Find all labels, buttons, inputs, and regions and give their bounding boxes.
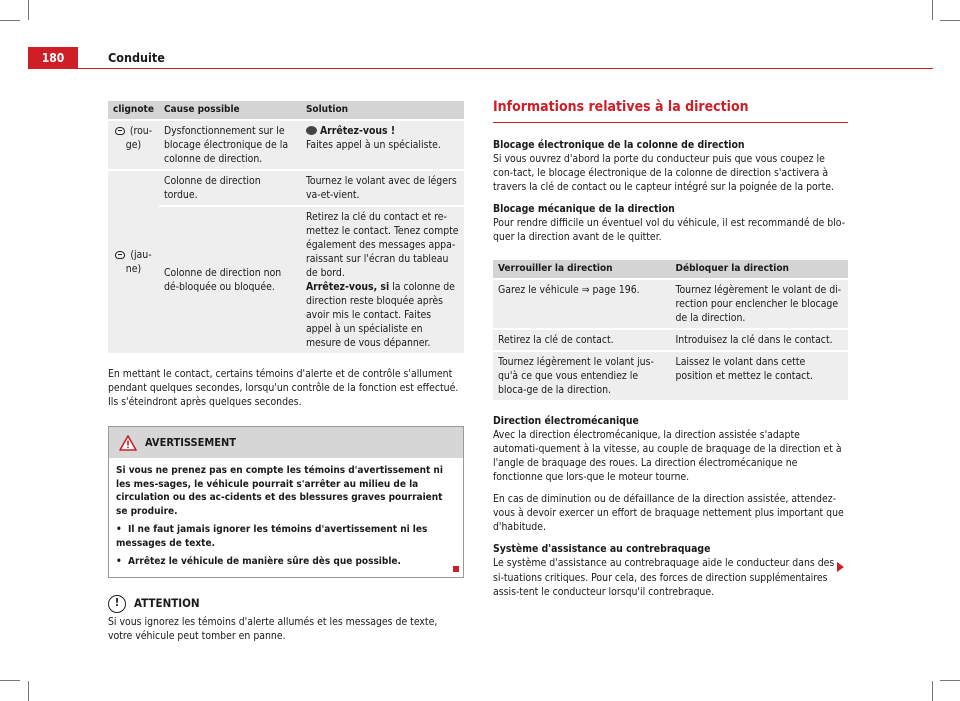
warning-triangle-icon [119, 435, 137, 451]
header-rule [28, 68, 933, 69]
table-header: Cause possible [159, 101, 301, 119]
solution-bold: Arrêtez-vous ! [319, 124, 396, 137]
warning-lamp-table [108, 99, 464, 355]
page-number: 180 [28, 47, 78, 69]
blink-color-yellow: (jau-ne) [125, 248, 152, 275]
table-cell: Colonne de direction tordue. [159, 171, 301, 205]
table-header: clignote [108, 101, 159, 119]
sub-heading: Blocage électronique de la colonne de direction [493, 138, 745, 151]
table-header: Verrouiller la direction [493, 260, 671, 278]
attention-header [108, 595, 464, 613]
table-cell [108, 121, 159, 169]
right-column [493, 98, 848, 599]
table-row [108, 207, 464, 353]
exclamation-icon: ! [108, 595, 126, 613]
table-cell: Introduisez la clé dans le contact. [671, 330, 849, 350]
warning-bullet: • Il ne faut jamais ignorer les témoins d'avertissement ni les messages de texte. [116, 524, 428, 549]
table-row [493, 280, 848, 328]
warning-bullet: • Arrêtez le véhicule de manière sûre dès que possible. [116, 556, 401, 568]
table-header: Solution [301, 101, 464, 119]
steering-lock-icon [115, 127, 125, 135]
continue-arrow-icon [837, 562, 844, 572]
attention-title: ATTENTION [134, 596, 200, 611]
table-cell: Laissez le volant dans cette position et mettez le contact. [671, 352, 849, 400]
table-cell: Colonne de direction non dé-bloquée ou bloquée. [159, 207, 301, 353]
sub-heading: Blocage mécanique de la direction [493, 203, 675, 216]
steering-lock-table [493, 258, 848, 402]
body-paragraph: Avec la direction électromécanique, la direction assistée s'adapte automati-quement à la vitesse, au couple de braquage de la direction et à l'angle de braquage des roues. La direction électromécanique ne fonctionne que lors-que le moteur tourne. [493, 429, 842, 484]
attention-text: Si vous ignorez les témoins d'alerte allumés et les messages de texte, votre véhicule peut tomber en panne. [108, 615, 438, 642]
bullet-icon: • [116, 556, 122, 568]
table-row [493, 330, 848, 350]
crop-mark [940, 680, 960, 681]
table-cell [301, 121, 464, 169]
crop-mark [932, 0, 933, 20]
table-cell: Retirez la clé de contact. [493, 330, 671, 350]
end-of-section-icon [453, 566, 459, 572]
table-row [493, 352, 848, 400]
table-cell: Tournez légèrement le volant jus-qu'à ce que vous entendiez le bloca-ge de la direction. [493, 352, 671, 400]
section-title: Informations relatives à la direction [493, 98, 848, 123]
table-cell: Dysfonctionnement sur le blocage électronique de la colonne de direction. [159, 121, 301, 169]
table-cell: Garez le véhicule ⇒ page 196. [493, 280, 671, 328]
solution-text: Retirez la clé du contact et re-mettez le contact. Tenez compte également des messages appa-raissant sur l'écran du tableau de bord. [305, 210, 459, 279]
crop-mark [28, 0, 29, 20]
table-row [108, 121, 464, 169]
crop-mark [0, 20, 20, 21]
solution-text: la colonne de direction reste bloquée après avoir mis le contact. Faites appel à un spécialiste en mesure de vous dépanner. [305, 280, 455, 350]
crop-mark [940, 20, 960, 21]
body-paragraph: En mettant le contact, certains témoins d'alerte et de contrôle s'allument pendant quelques secondes, lorsqu'un contrôle de la fonction est effectué. Ils s'éteindront après quelques secondes. [108, 368, 459, 409]
stop-icon [306, 126, 317, 135]
warning-title: AVERTISSEMENT [145, 435, 237, 449]
warning-body [109, 458, 463, 577]
crop-mark [0, 680, 20, 681]
warning-box [108, 426, 464, 578]
chapter-title: Conduite [108, 50, 165, 65]
body-paragraph: Pour rendre difficile un éventuel vol du véhicule, il est recommandé de blo-quer la direction avant de le quitter. [493, 217, 846, 244]
warning-text: Si vous ne prenez pas en compte les témoins d'avertissement ni les mes-sages, le véhicule pourrait s'arrêter au milieu de la circulation ou des ac-cidents et des blessures graves pourraient se produire. [116, 465, 443, 517]
warning-header [109, 427, 463, 458]
table-header: Débloquer la direction [671, 260, 849, 278]
left-column [108, 99, 464, 643]
body-paragraph: Si vous ouvrez d'abord la porte du conducteur puis que vous coupez le con-tact, le blocage électronique de la colonne de direction s'activera à travers la clé de contact ou le capteur intégré sur la poignée de la porte. [493, 152, 834, 194]
solution-text: Faites appel à un spécialiste. [305, 138, 441, 151]
crop-mark [28, 681, 29, 701]
body-paragraph: En cas de diminution ou de défaillance de la direction assistée, attendez-vous à devoir exercer un effort de braquage nettement plus important que d'habitude. [493, 493, 844, 534]
sub-heading: Système d'assistance au contrebraquage [493, 543, 711, 556]
steering-lock-icon [115, 251, 125, 259]
solution-bold: Arrêtez-vous, si [305, 280, 390, 293]
bullet-icon: • [116, 524, 122, 536]
table-cell [108, 171, 159, 354]
table-row [108, 171, 464, 205]
sub-heading: Direction électromécanique [493, 415, 639, 428]
blink-color-red: (rou-ge) [125, 124, 153, 151]
body-paragraph: Le système d'assistance au contrebraquage aide le conducteur dans des si-tuations critiques. Pour cela, des forces de direction supplémentaires assis-tent le conducteur lorsqu'il contrebraque. [493, 557, 835, 598]
crop-mark [932, 681, 933, 701]
table-cell: Tournez légèrement le volant de di-rection pour enclencher le blocage de la direction. [671, 280, 849, 328]
table-cell [301, 207, 464, 353]
table-cell: Tournez le volant avec de légers va-et-vient. [301, 171, 464, 205]
